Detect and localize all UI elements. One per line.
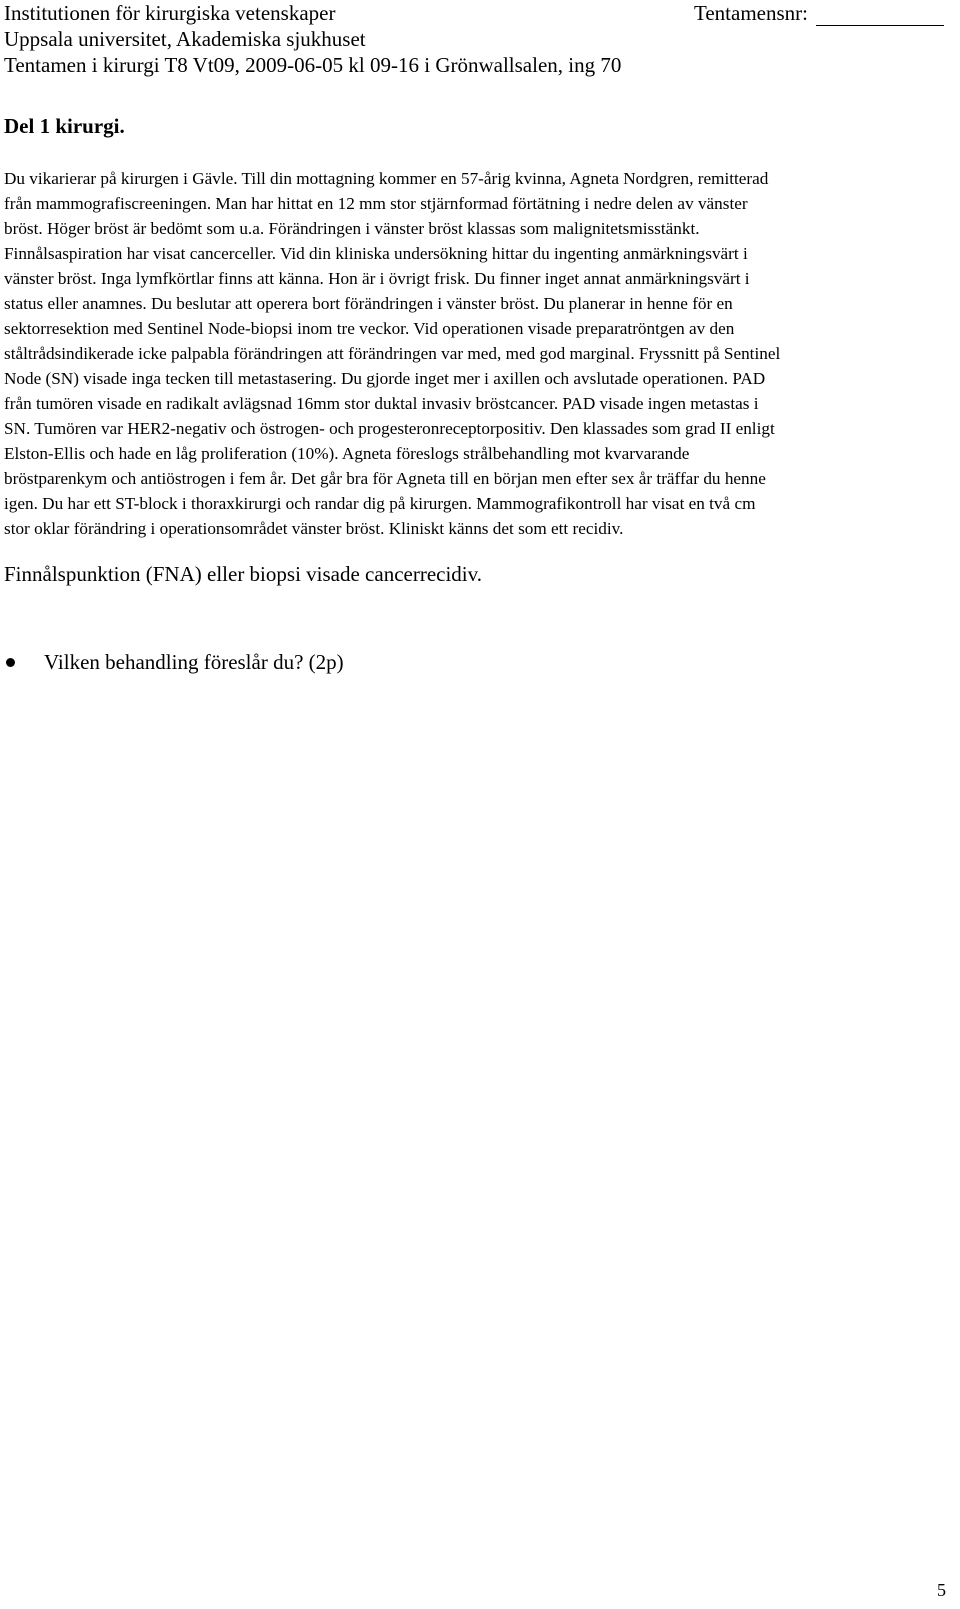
case-line: status eller anamnes. Du beslutar att operera bort förändringen i vänster bröst. Du planerar in henne för en <box>4 294 733 313</box>
page-number: 5 <box>937 1580 946 1600</box>
section-title: Del 1 kirurgi. <box>4 114 125 138</box>
case-line: stor oklar förändring i operationsområdet vänster bröst. Kliniskt känns det som ett recidiv. <box>4 519 624 538</box>
page-header <box>4 0 944 78</box>
question-text: Vilken behandling föreslår du? (2p) <box>44 650 344 674</box>
tentamensnr <box>694 0 944 26</box>
question-item <box>4 650 344 675</box>
case-line: Du vikarierar på kirurgen i Gävle. Till din mottagning kommer en 57-årig kvinna, Agneta Nordgren, remitterad <box>4 169 769 188</box>
case-line: Node (SN) visade inga tecken till metastasering. Du gjorde inget mer i axillen och avslutade operationen. PAD <box>4 369 766 388</box>
case-line: ståltrådsindikerade icke palpabla förändringen att förändringen var med, med god marginal. Fryssnitt på Sentinel <box>4 344 781 363</box>
case-line: från mammografiscreeningen. Man har hittat en 12 mm stor stjärnformad förtätning i nedre delen av vänster <box>4 194 748 213</box>
exam-info: Tentamen i kirurgi T8 Vt09, 2009-06-05 kl 09-16 i Grönwallsalen, ing 70 <box>4 53 622 77</box>
case-description <box>4 166 944 541</box>
case-line: bröstparenkym och antiöstrogen i fem år. Det går bra för Agneta till en början men efter sex år träffar du henne <box>4 469 766 488</box>
institution-name: Institutionen för kirurgiska vetenskaper <box>4 1 336 25</box>
tentamensnr-label: Tentamensnr: <box>694 1 808 25</box>
case-line: vänster bröst. Inga lymfkörtlar finns att känna. Hon är i övrigt frisk. Du finner inget annat anmärkningsvärt i <box>4 269 750 288</box>
case-line: sektorresektion med Sentinel Node-biopsi inom tre veckor. Vid operationen visade preparatröntgen av den <box>4 319 735 338</box>
fna-result: Finnålspunktion (FNA) eller biopsi visade cancerrecidiv. <box>4 562 483 586</box>
case-line: Elston-Ellis och hade en låg proliferation (10%). Agneta föreslogs strålbehandling mot kvarvarande <box>4 444 690 463</box>
tentamensnr-blank-field[interactable] <box>816 5 944 26</box>
case-line: Finnålsaspiration har visat cancerceller. Vid din kliniska undersökning hittar du ingenting anmärkningsvärt i <box>4 244 748 263</box>
header-row-1 <box>4 0 944 26</box>
case-line: från tumören visade en radikalt avlägsnad 16mm stor duktal invasiv bröstcancer. PAD visade ingen metastas i <box>4 394 759 413</box>
bullet-icon <box>6 658 15 667</box>
case-line: bröst. Höger bröst är bedömt som u.a. Förändringen i vänster bröst klassas som malignitetsmisstänkt. <box>4 219 700 238</box>
case-line: igen. Du har ett ST-block i thoraxkirurgi och randar dig på kirurgen. Mammografikontroll har visat en två cm <box>4 494 756 513</box>
case-line: SN. Tumören var HER2-negativ och östrogen- och progesteronreceptorpositiv. Den klassades som grad II enligt <box>4 419 775 438</box>
university-name: Uppsala universitet, Akademiska sjukhuset <box>4 27 366 51</box>
